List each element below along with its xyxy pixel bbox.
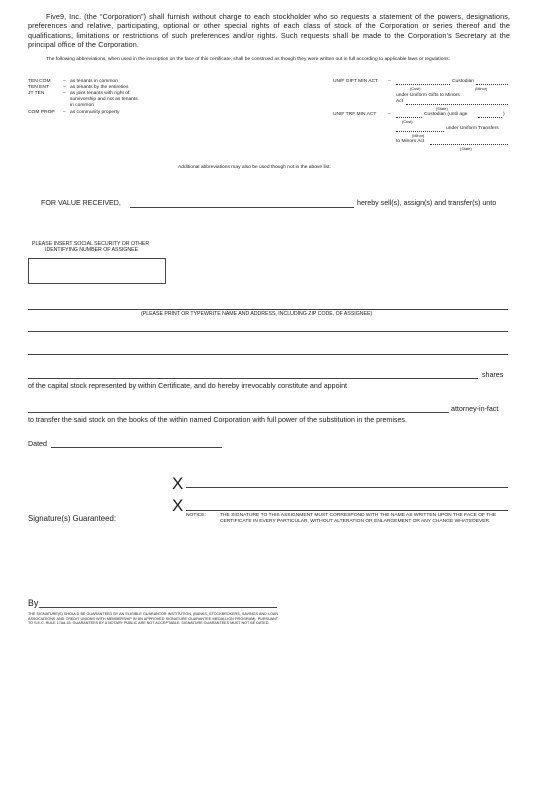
- abbr-meaning: as community property: [70, 110, 120, 115]
- cust-caption: (Cust): [410, 86, 421, 91]
- to-minors-act: to Minors Act: [396, 139, 425, 144]
- under-uniform-gifts: under Uniform Gifts to Minors: [396, 93, 460, 98]
- ssn-label-line-1: PLEASE INSERT SOCIAL SECURITY OR OTHER: [32, 241, 150, 247]
- assignor-line[interactable]: [130, 207, 354, 208]
- assignee-address-line-1[interactable]: [28, 331, 508, 332]
- by-label: By: [28, 598, 39, 608]
- ssn-label-line-2: IDENTIFYING NUMBER OF ASSIGNEE: [45, 247, 139, 253]
- dated-label: Dated: [28, 440, 47, 448]
- additional-abbreviations-note: Additional abbreviations may also be used though not in the above list.: [178, 165, 331, 170]
- assignee-name-line[interactable]: [28, 309, 508, 310]
- act-label: Act: [396, 99, 404, 104]
- custodian-blank[interactable]: [396, 117, 422, 118]
- under-uniform-transfers: under Uniform Transfers: [446, 126, 499, 131]
- abbr-code: TEN COM: [28, 79, 51, 84]
- abbr-code: JT TEN: [28, 91, 45, 96]
- abbr-code: COM PROP: [28, 110, 55, 115]
- signature-x-mark: X: [172, 496, 184, 515]
- abbr-meaning: survivorship and not as tenants: [70, 97, 138, 102]
- abbr-dash: –: [63, 91, 66, 96]
- unif-trf-dash: –: [388, 112, 391, 117]
- signature-guaranteed-label: Signature(s) Guaranteed:: [28, 514, 116, 523]
- attorney-line[interactable]: [28, 412, 449, 413]
- state-caption: (State): [460, 146, 472, 151]
- abbr-dash: –: [63, 110, 66, 115]
- minor-blank[interactable]: [396, 131, 444, 132]
- capital-stock-text: of the capital stock represented by within Certificate, and do hereby irrevocably constitute and appoint: [28, 382, 348, 390]
- signature-line-1[interactable]: [186, 487, 508, 488]
- abbr-code: TEN ENT: [28, 85, 49, 90]
- unif-gift-label: UNIF GIFT MIN ACT: [333, 79, 379, 84]
- shares-label: shares: [482, 371, 504, 379]
- abbr-dash: –: [63, 79, 66, 84]
- custodian-label: Custodian: [452, 79, 475, 84]
- abbr-meaning: as joint tenants with right of: [70, 91, 130, 96]
- hereby-sell-assign: hereby sell(s), assign(s) and transfer(s) unto: [357, 199, 497, 207]
- state-blank[interactable]: [430, 144, 508, 145]
- abbr-meaning: in common: [70, 103, 94, 108]
- custodian-blank[interactable]: [396, 84, 450, 85]
- shares-line[interactable]: [28, 378, 478, 379]
- notice-text: THE SIGNATURE TO THIS ASSIGNMENT MUST CORRESPOND WITH THE NAME AS WRITTEN UPON THE FACE OF THE CERTIFICATE IN EVERY PARTICULAR, WITHOUT ALTERATION OR ENLARGEMENT OR ANY CHANGE WHATSOEVER.: [220, 513, 497, 525]
- state-caption: (State): [436, 106, 448, 111]
- abbr-dash: –: [63, 85, 66, 90]
- close-paren: ): [503, 112, 505, 117]
- abbr-meaning: as tenants by the entireties: [70, 85, 129, 90]
- unif-gift-dash: –: [388, 79, 391, 84]
- attorney-in-fact-label: attorney-in-fact: [451, 405, 499, 413]
- unif-trf-label: UNIF TRF MIN ACT: [333, 112, 377, 117]
- abbreviations-intro: The following abbreviations, when used in the inscription on the face of this certificate, shall be construed as though they were written out in full according to applicable laws or regulations:: [46, 57, 450, 62]
- abbr-meaning: as tenants in common: [70, 79, 118, 84]
- guarantor-signature-line[interactable]: [39, 607, 277, 608]
- date-line[interactable]: [51, 447, 222, 448]
- cust-caption: (Cust): [402, 119, 413, 124]
- state-blank[interactable]: [406, 104, 508, 105]
- signature-line-2[interactable]: [186, 510, 508, 511]
- guarantor-fine-print: THE SIGNATURE(S) SHOULD BE GUARANTEED BY AN ELIGIBLE GUARANTOR INSTITUTION, (BANKS, STOCKBROKERS, SAVINGS AND LOAN ASSOCIATIONS AND CREDIT UNIONS WITH MEMBERSHIP IN AN APPROVED SIGNATURE GUARANTEE MEDALLION PROGRAM), PURSUANT TO S.E.C. RULE 17Ad-15. GUARANTEES BY A NOTARY PUBLIC ARE NOT ACCEPTABLE. SIGNATURE GUARANTEES MUST NOT BE DATED.: [28, 612, 278, 626]
- for-value-received: FOR VALUE RECEIVED,: [41, 199, 121, 207]
- custodian-until-age: Custodian (until age: [424, 112, 468, 117]
- intro-paragraph: Five9, Inc. (the “Corporation”) shall furnish without charge to each stockholder who so requests a statement of the powers, designations, preferences and relative, participating, optional or other special rights of each class of stock of the Corporation or series thereof and the qualifications, limitations or restrictions of such preferences and/or rights. Such requests shall be made to the Corporation’s Secretary at the principal office of the Corporation.: [28, 12, 510, 49]
- minor-caption: (Minor): [475, 86, 488, 91]
- age-blank[interactable]: [478, 117, 502, 118]
- minor-blank[interactable]: [476, 84, 508, 85]
- ssn-input-box[interactable]: [28, 258, 166, 284]
- signature-x-mark: X: [172, 474, 184, 493]
- minor-caption: (Minor): [412, 133, 425, 138]
- print-name-caption: (PLEASE PRINT OR TYPEWRITE NAME AND ADDRESS, INCLUDING ZIP CODE, OF ASSIGNEE): [141, 311, 373, 317]
- transfer-text: to transfer the said stock on the books of the within named Corporation with full power of the substitution in the premises.: [28, 416, 407, 424]
- notice-label: NOTICE:: [186, 513, 206, 518]
- assignee-address-line-2[interactable]: [28, 354, 508, 355]
